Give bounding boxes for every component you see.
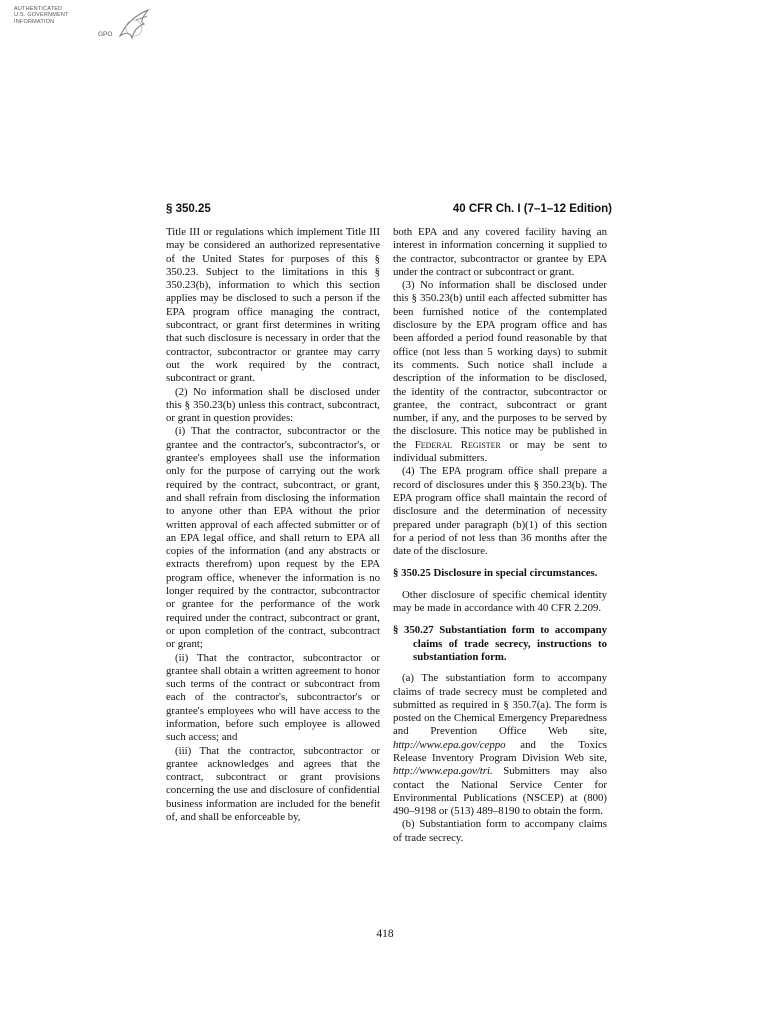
paragraph-text: (3) No information shall be disclosed under this § 350.23(b) until each affected submitter has been furnished notice of the contemplated disclosure by the EPA program office and has been afforded a period found reasonable by that office (not less than 5 working days) to submit its comments. Such notice shall include a description of the information to be disclosed, the identity of the contractor, subcontractor or grantee, the contract, subcontract or grant number, if any, and the purposes to be served by the disclosure. This notice may be published in the [393, 279, 607, 451]
running-header [166, 203, 612, 221]
left-column [166, 226, 380, 824]
seal-gpo-mark: GPO [98, 31, 113, 38]
paragraph: (ii) That the contractor, subcontractor or grantee shall obtain a written agreement to honor such terms of the contract or subcontract from each of the contractor's, subcontractor's or grantee's employees who will have access to the information, before such employee is allowed such access; and [166, 651, 380, 744]
paragraph: both EPA and any covered facility having an interest in information concerning it supplied to the contractor, subcontractor or grantee by EPA under the contract or subcontract or grant. [393, 226, 607, 278]
header-cfr-title: 40 CFR Ch. I (7–1–12 Edition) [452, 203, 612, 215]
section-heading-350-25: § 350.25 Disclosure in special circumstances. [393, 567, 598, 580]
page-number: 418 [376, 928, 394, 940]
seal-line-2: U.S. GOVERNMENT [14, 12, 69, 19]
gpo-authentication-seal [14, 6, 144, 50]
tri-url: http://www.epa.gov/tri. [393, 765, 493, 778]
eagle-icon [114, 6, 154, 46]
section-heading-350-27: § 350.27 Substantiation form to accompany claims of trade secrecy, instructions to substantiation form. [393, 624, 607, 663]
paragraph [393, 279, 607, 465]
paragraph-text: and the Toxics Release Inventory Program Division Web site, [393, 738, 607, 764]
paragraph: (2) No information shall be disclosed under this § 350.23(b) unless this contract, subcontract, or grant in question provides: [166, 385, 380, 425]
seal-line-3: INFORMATION [14, 18, 55, 25]
paragraph [393, 672, 607, 818]
paragraph: (4) The EPA program office shall prepare a record of disclosures under this § 350.23(b). The EPA program office shall maintain the record of disclosure and the determination of necessity prepared under paragraph (b)(1) of this section for a period of not less than 36 months after the date of the disclosure. [393, 465, 607, 558]
paragraph: (i) That the contractor, subcontractor or the grantee and the contractor's, subcontractor's, or grantee's employees shall use the information only for the purpose of carrying out the work required by the contract, subcontract, or grant, and shall refrain from disclosing the information to anyone other than EPA without the prior written approval of each affected submitter or of an EPA legal office, and shall return to EPA all copies of the information (and any abstracts or extracts therefrom) upon request by the EPA program office, whenever the information is no longer required by the contractor, subcontractor or grantee for the performance of the work required under the contract, subcontract or grant, or upon completion of the contract, subcontract or grant; [166, 425, 380, 651]
seal-line-1: AUTHENTICATED [14, 6, 63, 12]
paragraph: (iii) That the contractor, subcontractor or grantee acknowledges and agrees that the contract, subcontract or grant provisions concerning the use and disclosure of confidential business information are included for the benefit of, and shall be enforceable by, [166, 744, 380, 824]
right-column [393, 226, 607, 845]
paragraph-text: or may be sent to individual submitters. [393, 438, 607, 465]
paragraph: Title III or regulations which implement Title III may be considered an authorized representative of the United States for purposes of this § 350.23. Subject to the limitations in this § 350.23(b), information to which this section applies may be disclosed to such a person if the EPA program office managing the contract, subcontract, or grant first determines in writing that such disclosure is necessary in order that the contractor, subcontractor or grantee may carry out the work required by the contract, subcontract or grant. [166, 226, 380, 385]
paragraph-text: Submitters may also contact the National Service Center for Environmental Publications (NSCEP) at (800) 490–9198 or (513) 489–8190 to obtain the form. [393, 765, 607, 818]
paragraph: Other disclosure of specific chemical identity may be made in accordance with 40 CFR 2.209. [393, 588, 607, 615]
paragraph-text: (a) The substantiation form to accompany claims of trade secrecy must be completed and submitted as required in § 350.7(a). The form is posted on the Chemical Emergency Preparedness and Prevention Office Web site, [393, 672, 607, 738]
paragraph: (b) Substantiation form to accompany claims of trade secrecy. [393, 818, 607, 844]
header-section-number: § 350.25 [166, 203, 211, 215]
ceppo-url: http://www.epa.gov/ceppo [393, 738, 506, 751]
federal-register-text: Federal Register [414, 438, 501, 451]
